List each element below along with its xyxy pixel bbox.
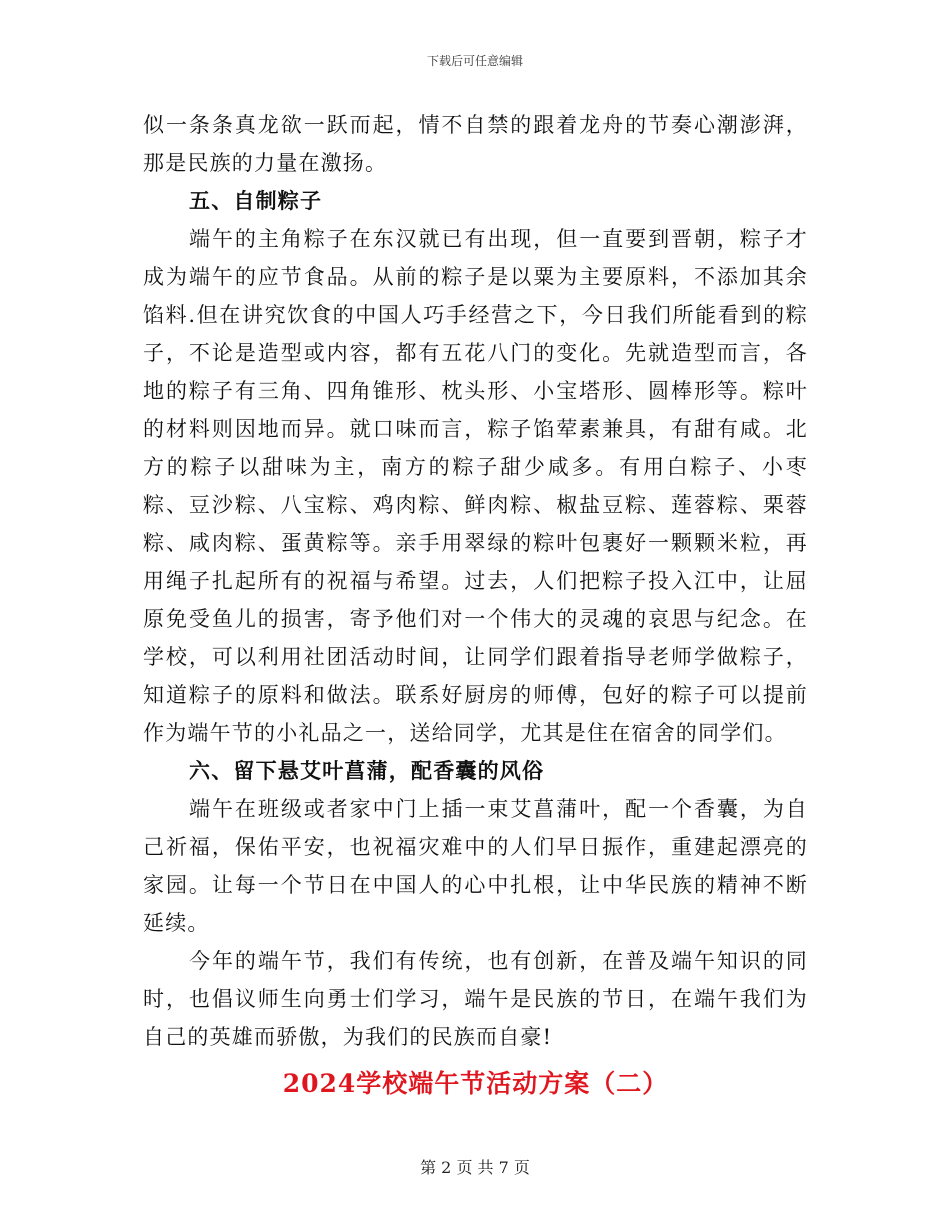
paragraph-continuation: 似一条条真龙欲一跃而起，情不自禁的跟着龙舟的节奏心潮澎湃，那是民族的力量在激扬。: [143, 113, 808, 175]
document-title: 2024学校端午节活动方案（二）: [282, 1069, 669, 1098]
paragraph-zongzi: 端午的主角粽子在东汉就已有出现，但一直要到晋朝，粽子才成为端午的应节食品。从前的粽子是以粟为主要原料，不添加其余馅料.但在讲究饮食的中国人巧手经营之下，今日我们所能看到的粽子，不论是造型或内容，都有五花八门的变化。先就造型而言，各地的粽子有三角、四角锥形、枕头形、小宝塔形、圆棒形等。粽叶的材料则因地而异。就口味而言，粽子馅荤素兼具，有甜有咸。北方的粽子以甜味为主，南方的粽子甜少咸多。有用白粽子、小枣粽、豆沙粽、八宝粽、鸡肉粽、鲜肉粽、椒盐豆粽、莲蓉粽、栗蓉粽、咸肉粽、蛋黄粽等。亲手用翠绿的粽叶包裹好一颗颗米粒，再用绳子扎起所有的祝福与希望。过去，人们把粽子投入江中，让屈原免受鱼儿的损害，寄予他们对一个伟大的灵魂的哀思与纪念。在学校，可以利用社团活动时间，让同学们跟着指导老师学做粽子，知道粽子的原料和做法。联系好厨房的师傅，包好的粽子可以提前作为端午节的小礼品之一，送给同学，尤其是住在宿舍的同学们。: [143, 227, 808, 745]
document-body: [143, 106, 808, 1104]
page-number: 第 2 页 共 7 页: [420, 1158, 530, 1177]
section-heading-6: 六、留下悬艾叶菖蒲，配香囊的风俗: [189, 758, 545, 783]
section-heading-5: 五、自制粽子: [189, 188, 323, 213]
paragraph-aiye-changpu: 端午在班级或者家中门上插一束艾菖蒲叶，配一个香囊，为自己祈福，保佑平安，也祝福灾难中的人们早日振作，重建起漂亮的家园。让每一个节日在中国人的心中扎根，让中华民族的精神不断延续。: [143, 797, 808, 935]
paragraph-conclusion: 今年的端午节，我们有传统，也有创新，在普及端午知识的同时，也倡议师生向勇士们学习，端午是民族的节日，在端午我们为自己的英雄而骄傲，为我们的民族而自豪!: [143, 949, 808, 1049]
page-header: 下载后可任意编辑: [426, 54, 523, 68]
